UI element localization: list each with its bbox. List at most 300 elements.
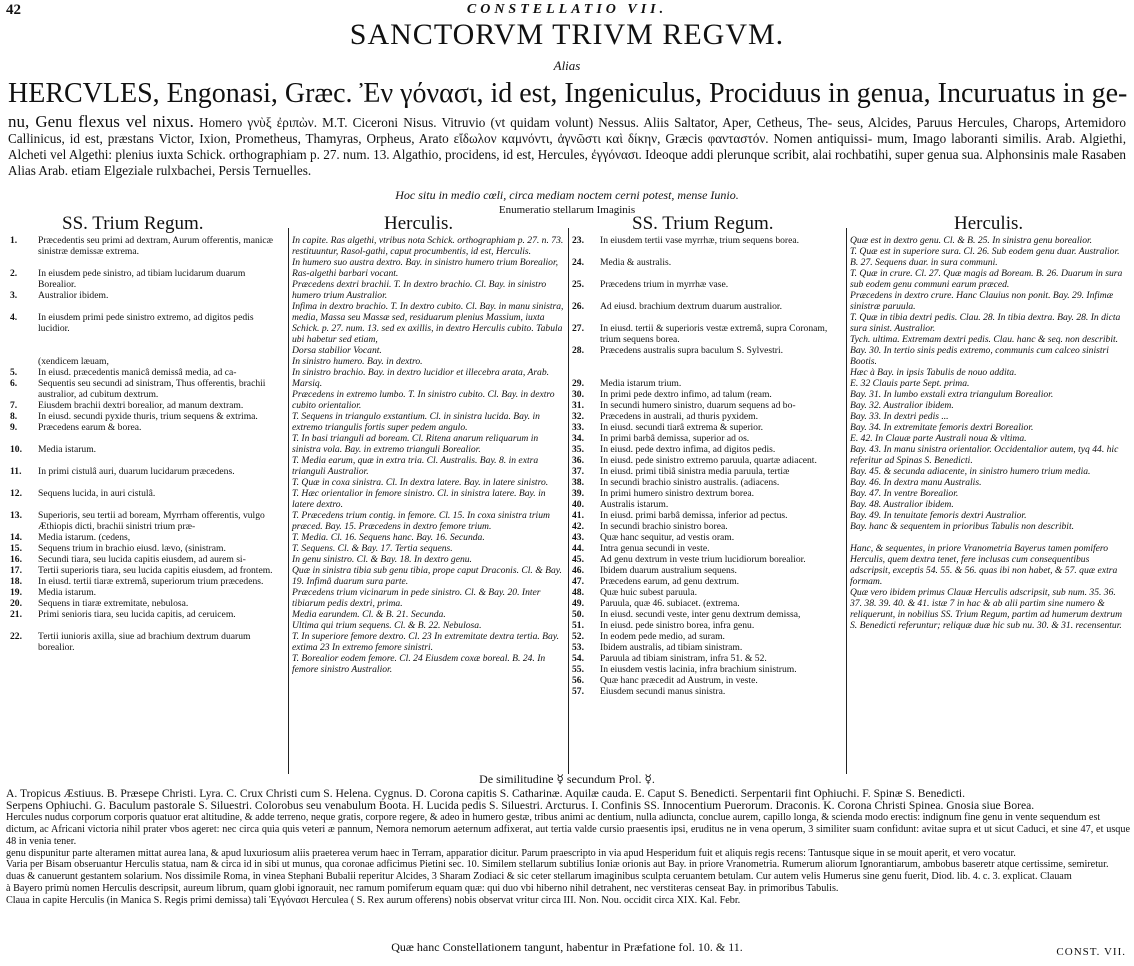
star-entry [572, 433, 842, 444]
synonyms-paragraph [8, 114, 1126, 179]
star-entry [10, 433, 282, 444]
herculis-entry: Præcedens in dextro crure. Hanc Clauius non ponit. Bay. 29. Infimæ sinistræ paruula. [850, 290, 1114, 312]
de-similitudine-heading: De similitudine ☿ secundum Prol. ☿. [479, 772, 655, 786]
star-entry [10, 257, 282, 268]
star-number: 47. [572, 576, 584, 587]
star-entry [572, 664, 842, 675]
star-number: 15. [10, 543, 22, 554]
star-number: 44. [572, 543, 584, 554]
star-entry [10, 345, 282, 356]
page-number: 42 [6, 2, 21, 18]
figure-key-line: Hercules nudus corporum corporis quatuor erat altitudine, & adde terreno, neque gratis, corpore regere, & adeo in humero gestæ, tribus animi ac dentium, nulla adiuncta, conclue aurem, capillo longa, & scienda modo erectis: indignum fine genu in vente sequendum est [6, 811, 1101, 823]
star-entry [572, 631, 842, 642]
herculis-entry: In sinistro brachio. Bay. in dextro lucidior et illecebra arata, Arab. Marsiq. [292, 367, 550, 389]
star-number: 7. [10, 400, 18, 411]
star-number: 12. [10, 488, 22, 499]
star-entry [10, 543, 282, 554]
herculis-entry: Dorsa stabilior Vocant. [292, 345, 382, 356]
herculis-entry: Bay. 49. In tenuitate femoris dextri Australior. [850, 510, 1027, 521]
star-number: 35. [572, 444, 584, 455]
stars-column-regum-2 [572, 235, 842, 697]
page-title: SANCTORVM TRIVM REGVM. [349, 18, 785, 51]
herculis-entry: Bay. 32. Australior ibidem. [850, 400, 954, 411]
star-entry [10, 356, 282, 367]
herculis-entry: T. Quæ in coxa sinistra. Cl. In dextra latere. Bay. in latere sinistro. [292, 477, 549, 488]
star-description [38, 345, 282, 356]
star-number: 2. [10, 268, 18, 279]
figure-key-line: genu dispunitur parte alteramen mittat aurea lana, & apud luxuriosum aliis praeterea verum haec in Terram, apparatior dicitur. Parum praescripto in via apud Hesperidum fuit et aliquis regis recens: Tantusque sique in se mouit aperit, et vero vocatur. [6, 847, 1016, 859]
stars-column-herculis-2 [850, 235, 1128, 631]
herculis-entry: T. Præcedens trium contig. in femore. Cl. 15. In coxa sinistra trium præced. Bay. 15. Præcedens in dextro femore trium. [292, 510, 550, 532]
star-entry [572, 356, 842, 367]
star-description: Paruula, quæ 46. subiacet. (extrema. [600, 598, 740, 609]
star-number [10, 433, 38, 444]
herculis-entry: Bay. 45. & secunda adiacente, in sinistro humero trium media. [850, 466, 1091, 477]
star-number [10, 356, 38, 367]
situ-line: Hoc situ in medio cœli, circa mediam noctem cerni potest, mense Iunio. [395, 188, 739, 202]
star-number: 37. [572, 466, 584, 477]
star-description [38, 257, 282, 268]
star-number [10, 477, 38, 488]
star-number: 9. [10, 422, 18, 433]
star-entry [572, 587, 842, 598]
herculis-entry [850, 532, 1128, 543]
star-entry [10, 466, 282, 477]
herculis-entry: Bay. 43. In manu sinistra orientalior. Occidentalior autem, tyq 44. hic referitur ad Spinas S. Benedicti. [850, 444, 1119, 466]
star-entry [572, 620, 842, 631]
herculis-entry: Media earundem. Cl. & B. 21. Secunda. [292, 609, 446, 620]
herculis-entry: T. Quæ est in superiore sura. Cl. 26. Sub eodem genu duar. Australior. B. 27. Sequens duar. in sura communi. [850, 246, 1120, 268]
star-number: 53. [572, 642, 584, 653]
star-description [38, 499, 282, 510]
star-description: Eiusdem secundi manus sinistra. [600, 686, 726, 697]
star-entry [10, 565, 282, 576]
star-description: Sequens lucida, in auri cistulâ. [38, 488, 156, 499]
herculis-entry: Bay. 46. In dextra manu Australis. [850, 477, 982, 488]
quae-hanc-line: Quæ hanc Constellationem tangunt, habentur in Præfatione fol. 10. & 11. [391, 940, 743, 954]
star-description [38, 620, 282, 631]
star-entry [10, 455, 282, 466]
star-entry [572, 510, 842, 521]
star-number: 19. [10, 587, 22, 598]
star-description [38, 301, 282, 312]
star-entry [572, 532, 842, 543]
star-entry [572, 422, 842, 433]
star-entry [572, 235, 842, 246]
star-number: 13. [10, 510, 22, 521]
star-description [600, 312, 842, 323]
star-entry [572, 444, 842, 455]
herculis-entry: Quæ est in dextro genu. Cl. & B. 25. In sinistra genu borealior. [850, 235, 1093, 246]
star-entry [572, 455, 842, 466]
star-entry [10, 367, 282, 378]
star-entry [572, 268, 842, 279]
herculis-entry: Hanc, & sequentes, in priore Vranometria Bayerus tamen pomifero Herculis, quem dextra tenet, fere inclusas cum consequentibus adscripsit, exceptis 54. 55. & 56. quas ibi non habet, & 57. quæ extra formam. [850, 543, 1118, 587]
star-entry [572, 257, 842, 268]
star-description [38, 334, 282, 345]
herculis-entry: T. Hæc orientalior in femore sinistro. Cl. in sinistra latere. Bay. in latere dextro. [292, 488, 546, 510]
column-head-regum-1: SS. Trium Regum. [62, 213, 204, 234]
column-head-regum-2: SS. Trium Regum. [632, 213, 774, 234]
star-entry [572, 576, 842, 587]
star-number: 16. [10, 554, 22, 565]
star-description: Media istarum trium. [600, 378, 682, 389]
star-entry [10, 510, 282, 532]
herculis-entry: Ultima qui trium sequens. Cl. & B. 22. Nebulosa. [292, 620, 482, 631]
star-number: 22. [10, 631, 22, 642]
star-entry [572, 246, 842, 257]
star-entry [572, 323, 842, 345]
star-number: 23. [572, 235, 584, 246]
star-description [600, 367, 842, 378]
star-entry [10, 334, 282, 345]
figure-key-line: dictum, ac Africani victoria nihil prater vbos ageret: nec circa quia quis veteri æ pannum, Nemora nemorum aeternum adfixerat, aut tertia valde cursio praesentis ipsi, eruditus ne in vena operum, 3 similiter suam confidunt: avitae supra et ut sicut Caduci, et sine 47, et usque 48 in venia tener. [6, 823, 1130, 847]
star-entry [572, 598, 842, 609]
herculis-entry: Hæc à Bay. in ipsis Tabulis de nouo addita. [850, 367, 1017, 378]
star-description: Paruula ad tibiam sinistram, infra 51. & 52. [600, 653, 767, 664]
star-number [10, 334, 38, 345]
star-number: 11. [10, 466, 22, 477]
star-entry [10, 290, 282, 301]
star-number: 4. [10, 312, 18, 323]
star-number [10, 455, 38, 466]
star-entry [10, 301, 282, 312]
star-entry [10, 631, 282, 653]
herculis-entry: T. Sequens. Cl. & Bay. 17. Tertia sequens. [292, 543, 453, 554]
star-description [600, 290, 842, 301]
star-description: Media istarum. [38, 587, 97, 598]
star-number [10, 345, 38, 356]
star-number: 42. [572, 521, 584, 532]
star-description: Præcedens earum & borea. [38, 422, 142, 433]
star-entry [572, 389, 842, 400]
figure-key-line: A. Tropicus Æstiuus. B. Præsepe Christi. Lyra. C. Crux Christi cum S. Helena. Cygnus. D. Corona capitis S. Catharinæ. Aquilæ cauda. E. Caput S. Benedicti. Serpentarii fint Ophiuchi. F. Spinæ S. Benedicti. [6, 787, 966, 800]
herculis-entry: Quæ vero ibidem primus Clauæ Herculis adscripsit, sub num. 35. 36. 37. 38. 39. 40. & 41. istæ 7 in hac & ab alii partim sine numero & reliquerunt, in nobilius SS. Trium Regum, partim ad humerum dextrum S. Benedicti referuntur; reliquæ duæ hic sub nu. 30. & 31. recensentur. [850, 587, 1122, 631]
star-number: 14. [10, 532, 22, 543]
herculis-entry: T. Borealior eodem femore. Cl. 24 Eiusdem coxæ boreal. B. 24. In femore sinistro Australior. [292, 653, 546, 675]
star-description [38, 477, 282, 488]
star-description: In eiusdem primi pede sinistro extremo, ad digitos pedis lucidior. [38, 312, 254, 334]
star-description: Primi senioris tiara, seu lucida capitis, ad ceruicem. [38, 609, 236, 620]
star-number: 5. [10, 367, 18, 378]
star-description: Sequens in tiaræ extremitate, nebulosa. [38, 598, 189, 609]
figure-key-line: duas & canuerunt gestantem solarium. Nos dissimile Roma, in vinea Stephani Bubalii reperitur Alcides, 3 Sharam Zodiaci & sic ceter stellarum imaginibus sculpta ceruantem betulam. Cur autem velis Humerus sine genu fuerit, Diod. lib. 4. c. 3. explicat. Clauam [6, 871, 1072, 883]
star-description: Tertii iunioris axilla, siue ad brachium dextrum duarum borealior. [38, 631, 251, 653]
star-number: 41. [572, 510, 584, 521]
running-head: CONSTELLATIO VII. [466, 2, 668, 17]
star-entry [10, 620, 282, 631]
star-description: Australior ibidem. [38, 290, 109, 301]
star-description: Præcedentis seu primi ad dextram, Aurum offerentis, manicæ sinistræ demissæ extrema. [38, 235, 274, 257]
star-number: 56. [572, 675, 584, 686]
star-number: 25. [572, 279, 584, 290]
star-description: In secundi brachio sinistro borea. [600, 521, 728, 532]
figure-key-line: Serpens Ophiuchi. G. Baculum pastorale S. Siluestri. Colorobus seu venabulum Boota. H. Lucida pedis S. Siluestri. Arcturus. I. Confinis SS. Innocentium Puerorum. Draconis. K. Corona Christi Spinea. Gnosia siue Borea. [6, 798, 1035, 812]
star-number [572, 312, 600, 323]
herculis-entry: Bay. 33. In dextri pedis ... [850, 411, 949, 422]
star-description: Ibidem duarum australium sequens. [600, 565, 737, 576]
synonyms-line-3: seus, Alcides, Paruus Hercules, Charops, Artemidoro Callinicus, id est, præstans Victor, Ixion, Prometheus, Thamyras, Orpheus, Arato εἴδωλον καμνόντι, ἀγνῶστι καὶ δίκην, Græcis φανταστόν. Nomen antiquissi- [8, 115, 1127, 146]
star-number: 1. [10, 235, 18, 246]
star-description [38, 433, 282, 444]
star-description: Ad genu dextrum in veste trium lucidiorum borealior. [600, 554, 806, 565]
star-entry [10, 312, 282, 334]
star-entry [572, 675, 842, 686]
star-entry [572, 367, 842, 378]
figure-key-line: Claua in capite Herculis (in Manica S. Regis primi demissa) tali Ἐγγόνασι Herculea ( S. Rex aurum offerens) nobis observat vritur circa III. Non. Nou. occidit circa XIX. Kal. Febr. [6, 895, 741, 907]
star-number: 3. [10, 290, 18, 301]
herculis-entry: In capite. Ras algethi, vtribus nota Schick. orthographiam p. 27. n. 73. restituuntur, Rasol-gathi, caput procumbentis, id est, Herculis. [292, 235, 564, 257]
star-description: In eiusd. primi barbâ demissa, inferior ad pectus. [600, 510, 788, 521]
star-description: In eiusd. primi tibiâ sinistra media paruula, tertiæ [600, 466, 790, 477]
star-number: 31. [572, 400, 584, 411]
star-number: 30. [572, 389, 584, 400]
star-number: 55. [572, 664, 584, 675]
star-description: In secundi humero sinistro, duarum sequens ad bo- [600, 400, 796, 411]
catchword: CONST. VII. [1056, 946, 1126, 958]
star-number: 48. [572, 587, 584, 598]
star-description: In primi barbâ demissa, superior ad os. [600, 433, 750, 444]
star-description: (xendicem læuam, [38, 356, 109, 367]
star-entry [572, 466, 842, 477]
star-entry [10, 400, 282, 411]
star-entry [572, 290, 842, 301]
star-number: 33. [572, 422, 584, 433]
herculis-entry: In sinistro humero. Bay. in dextro. [292, 356, 423, 367]
star-description: In eiusd. præcedentis manicâ demissâ media, ad ca- [38, 367, 237, 378]
figure-key-line: Varia per Bisam obseruantur Herculis statua, nam & circa id in sibi ut munus, qua coronae adficimus Pietini sec. 10. Similem stellarum subtilius Ioniæ orionis aut Bay. in priore Vranometria. Rumerum aliorum Ignorantiarum, ambobus baseretr atque certissime, semiretur. [6, 859, 1109, 871]
star-number: 51. [572, 620, 584, 631]
herculis-entry: Infima in dextro brachio. T. In dextro cubito. Cl. Bay. in manu sinistra, media, Massa seu Massæ sed, residuarum plenius Massium, iuxta Schick. p. 27. num. 13. sed ex axillis, in dextro Herculis cubito. Tabula ubi habetur sed etiam, [292, 301, 564, 345]
star-description [600, 268, 842, 279]
star-description: Sequens trium in brachio eiusd. lævo, (sinistram. [38, 543, 226, 554]
herculis-entry: Præcedens in extremo lumbo. T. In sinistro cubito. Cl. Bay. in dextro cubito orientalior. [292, 389, 555, 411]
herculis-entry: Præcedens dextri brachii. T. In dextro brachio. Cl. Bay. in sinistro humero trium Australior. [292, 279, 547, 301]
star-entry [572, 345, 842, 356]
star-entry [10, 609, 282, 620]
star-description: In eiusd. pede dextro infima, ad digitos pedis. [600, 444, 776, 455]
star-description: In eiusd. pede sinistro extremo paruula, quartæ adiacent. [600, 455, 817, 466]
star-number: 57. [572, 686, 584, 697]
star-description: Præcedens trium in myrrhæ vase. [600, 279, 729, 290]
star-entry [572, 378, 842, 389]
star-description: Eiusdem brachii dextri borealior, ad manum dextram. [38, 400, 244, 411]
herculis-entry: Bay. 31. In lumbo exstali extra triangulum Borealior. [850, 389, 1054, 400]
star-number: 32. [572, 411, 584, 422]
star-number: 38. [572, 477, 584, 488]
star-number: 20. [10, 598, 22, 609]
star-description: In eiusdem vestis lacinia, infra brachium sinistrum. [600, 664, 797, 675]
star-description: Media & australis. [600, 257, 672, 268]
star-description [600, 356, 842, 367]
herculis-entry: Quæ in sinistra tibia sub genu tibia, prope caput Draconis. Cl. & Bay. 19. Infimâ duarum sura parte. [292, 565, 562, 587]
herculis-entry: T. Quæ in tibia dextri pedis. Clau. 28. In tibia dextra. Bay. 28. In dicta sura sinist. Australior. [850, 312, 1121, 334]
column-head-herculis-2: Herculis. [954, 213, 1024, 234]
star-description [600, 246, 842, 257]
figure-key-paragraph [6, 788, 1130, 907]
star-entry [572, 609, 842, 620]
star-number: 49. [572, 598, 584, 609]
column-head-herculis-1: Herculis. [384, 213, 454, 234]
enumeratio-line: Enumeratio stellarum Imaginis [498, 204, 636, 216]
star-entry [10, 488, 282, 499]
star-number [572, 268, 600, 279]
herculis-entry: T. Media. Cl. 16. Sequens hanc. Bay. 16. Secunda. [292, 532, 485, 543]
star-number: 6. [10, 378, 18, 389]
star-number: 45. [572, 554, 584, 565]
star-number [10, 301, 38, 312]
star-entry [10, 378, 282, 400]
star-description: In primi humero sinistro dextrum borea. [600, 488, 755, 499]
alias-label: Alias [553, 58, 581, 73]
star-number: 21. [10, 609, 22, 620]
star-description: Tertii superioris tiara, seu lucida capitis eiusdem, ad frontem. [38, 565, 273, 576]
star-description: In eiusd. pede sinistro borea, infra genu. [600, 620, 755, 631]
star-number: 10. [10, 444, 22, 455]
herculis-entry: Bay. hanc & sequentem in prioribus Tabulis non describit. [850, 521, 1075, 532]
star-number: 28. [572, 345, 584, 356]
star-description: Secundi tiara, seu lucida capitis eiusdem, ad aurem si- [38, 554, 246, 565]
column-rule-2 [568, 228, 569, 774]
star-description: Media istarum. [38, 444, 97, 455]
herculis-entry: Bay. 47. In ventre Borealior. [850, 488, 959, 499]
herculis-entry: Bay. 34. In extremitate femoris dextri Borealior. [850, 422, 1034, 433]
star-number: 17. [10, 565, 22, 576]
star-entry [572, 653, 842, 664]
star-description: In eiusd. secundi veste, inter genu dextrum demissa, [600, 609, 801, 620]
herculis-entry: T. In basi trianguli ad boream. Cl. Ritena anarum reliquarum in sinistra vola. Bay. in extremo trianguli Borealior. [292, 433, 539, 455]
star-number: 46. [572, 565, 584, 576]
star-number [572, 356, 600, 367]
herculis-entry: Bay. 48. Australior ibidem. [850, 499, 954, 510]
star-description: Quæ huic subest paruula. [600, 587, 697, 598]
star-number: 50. [572, 609, 584, 620]
star-entry [572, 499, 842, 510]
star-description: Ad eiusd. brachium dextrum duarum australior. [600, 301, 782, 312]
star-number [572, 367, 600, 378]
star-entry [10, 235, 282, 257]
star-entry [572, 554, 842, 565]
star-number: 24. [572, 257, 584, 268]
star-entry [572, 279, 842, 290]
star-entry [10, 477, 282, 488]
star-entry [10, 532, 282, 543]
star-description: Media istarum. (cedens, [38, 532, 131, 543]
star-description: Quæ hanc sequitur, ad vestis oram. [600, 532, 735, 543]
herculis-entry: T. Sequens in triangulo exstantium. Cl. in sinistra lucida. Bay. in extremo triangulis fortis super pedem angulo. [292, 411, 540, 433]
star-entry [10, 444, 282, 455]
herculis-entry: T. In superiore femore dextro. Cl. 23 In extremitate dextra tertia. Bay. extima 23 In extremo femore sinistri. [292, 631, 559, 653]
star-entry [10, 411, 282, 422]
star-description: In secundi brachio sinistro australis. (adiacens. [600, 477, 780, 488]
synonyms-line-1: nu, Genu flexus vel nixus. [8, 112, 194, 131]
star-entry [10, 422, 282, 433]
star-description: Superioris, seu tertii ad boream, Myrrham offerentis, vulgo Æthiopis dicti, brachii sinistri trium præ- [38, 510, 265, 532]
star-description: In eodem pede medio, ad suram. [600, 631, 725, 642]
star-entry [10, 268, 282, 290]
synonyms-line-2: Homero γνὺξ ἐριπὼν. M.T. Ciceroni Nisus. Vitruvio (vt quidam volunt) Nessus. Aliis Saltator, Aper, Cetheus, The- [199, 115, 833, 130]
star-entry [10, 587, 282, 598]
star-description: Australis istarum. [600, 499, 669, 510]
column-rule-3 [846, 228, 847, 774]
star-description [38, 455, 282, 466]
hercules-heading: HERCVLES, Engonasi, Græc. Ἐν γόνασι, id est, Ingeniculus, Prociduus in genua, Incuruatus in ge- [8, 78, 1128, 109]
star-number [572, 290, 600, 301]
star-number [10, 257, 38, 268]
star-description: In eiusdem pede sinistro, ad tibiam lucidarum duarum Borealior. [38, 268, 246, 290]
star-number: 8. [10, 411, 18, 422]
herculis-entry: T. Quæ in crure. Cl. 27. Quæ magis ad Boream. B. 26. Duarum in sura sub eodem genu communi earum præced. [850, 268, 1123, 290]
synonyms-line-4: mum, Imago laboranti similis. Arab. Algiethi, Alcheti vel Algethi: plenius iuxta Schick. orthographiam p. 27. num. 13. Algathio, procidens, id est, Hercules, ἐγγόνασι. Ideoque addi plerunque [8, 131, 1126, 162]
star-description: Præcedens australis supra baculum S. Sylvestri. [600, 345, 784, 356]
star-description: In primi pede dextro infimo, ad talum (ream. [600, 389, 772, 400]
star-entry [10, 499, 282, 510]
herculis-entry: E. 42. In Clauæ parte Australi noua & vltima. [850, 433, 1027, 444]
star-number: 29. [572, 378, 584, 389]
star-entry [572, 686, 842, 697]
star-description: Quæ hanc præcedit ad Austrum, in veste. [600, 675, 758, 686]
herculis-entry: Tych. ultima. Extremam dextri pedis. Clau. hanc & seq. non describit. Bay. 30. In tertio sinis pedis extremo, communis cum calceo sinistri Bootis. [850, 334, 1119, 367]
column-rule-1 [288, 228, 289, 774]
star-number: 26. [572, 301, 584, 312]
star-description: Ibidem australis, ad tibiam sinistram. [600, 642, 743, 653]
star-number: 43. [572, 532, 584, 543]
star-description: In eiusdem tertii vase myrrhæ, trium sequens borea. [600, 235, 800, 246]
star-entry [572, 477, 842, 488]
star-entry [572, 565, 842, 576]
star-entry [572, 488, 842, 499]
star-description: In eiusd. tertii tiaræ extremâ, superiorum trium præcedens. [38, 576, 264, 587]
star-entry [10, 576, 282, 587]
herculis-entry: Præcedens trium vicinarum in pede sinistro. Cl. & Bay. 20. Inter tibiarum pedis dextri, prima. [292, 587, 541, 609]
star-entry [572, 301, 842, 312]
star-entry [572, 543, 842, 554]
star-description: Præcedens in australi, ad thuris pyxidem. [600, 411, 759, 422]
star-description: In eiusd. tertii & superioris vestæ extremâ, supra Coronam, trium sequens borea. [600, 323, 828, 345]
star-entry [572, 642, 842, 653]
star-description: In eiusd. secundi pyxide thuris, trium sequens & extrima. [38, 411, 258, 422]
herculis-entry: In genu sinistro. Cl. & Bay. 18. In dextro genu. [292, 554, 472, 565]
star-number [10, 499, 38, 510]
star-entry [572, 411, 842, 422]
stars-column-herculis-1 [292, 235, 564, 675]
star-description: Præcedens earum, ad genu dextrum. [600, 576, 740, 587]
star-description: Intra genua secundi in veste. [600, 543, 710, 554]
star-number [572, 246, 600, 257]
star-description: Sequentis seu secundi ad sinistram, Thus offerentis, brachii australior, ad cubitum dextrum. [38, 378, 266, 400]
star-number: 34. [572, 433, 584, 444]
star-entry [572, 312, 842, 323]
star-number: 27. [572, 323, 584, 334]
star-number: 52. [572, 631, 584, 642]
star-entry [10, 554, 282, 565]
star-number: 54. [572, 653, 584, 664]
star-number: 18. [10, 576, 22, 587]
figure-key-line: à Bayero primù nomen Herculis descripsit, aureum librum, quam globi ignorauit, nec ramum pomiferum equam quæ: qui duo vbi hiberno nihil detrahent, nec verstiteras censeat Bay. in primoribus Tabulis. [6, 883, 839, 895]
star-number: 40. [572, 499, 584, 510]
synonyms-line-5: scribit, alai rochbatihi, super genua sua. Alphonsinis male Rasaben Alias Arab. etiam Elgeziale rulxbachei, Persis Ternuelles. [8, 147, 1127, 178]
star-entry [572, 400, 842, 411]
herculis-entry: T. Media earum, quæ in extra tria. Cl. Australis. Bay. 8. in extra trianguli Australior. [292, 455, 539, 477]
star-description: In primi cistulâ auri, duarum lucidarum præcedens. [38, 466, 235, 477]
star-description: In eiusd. secundi tiarâ extrema & superior. [600, 422, 764, 433]
herculis-entry: E. 32 Clauis parte Sept. prima. [850, 378, 970, 389]
star-entry [572, 521, 842, 532]
star-number: 36. [572, 455, 584, 466]
stars-column-regum-1 [10, 235, 282, 653]
star-number [10, 620, 38, 631]
star-entry [10, 598, 282, 609]
